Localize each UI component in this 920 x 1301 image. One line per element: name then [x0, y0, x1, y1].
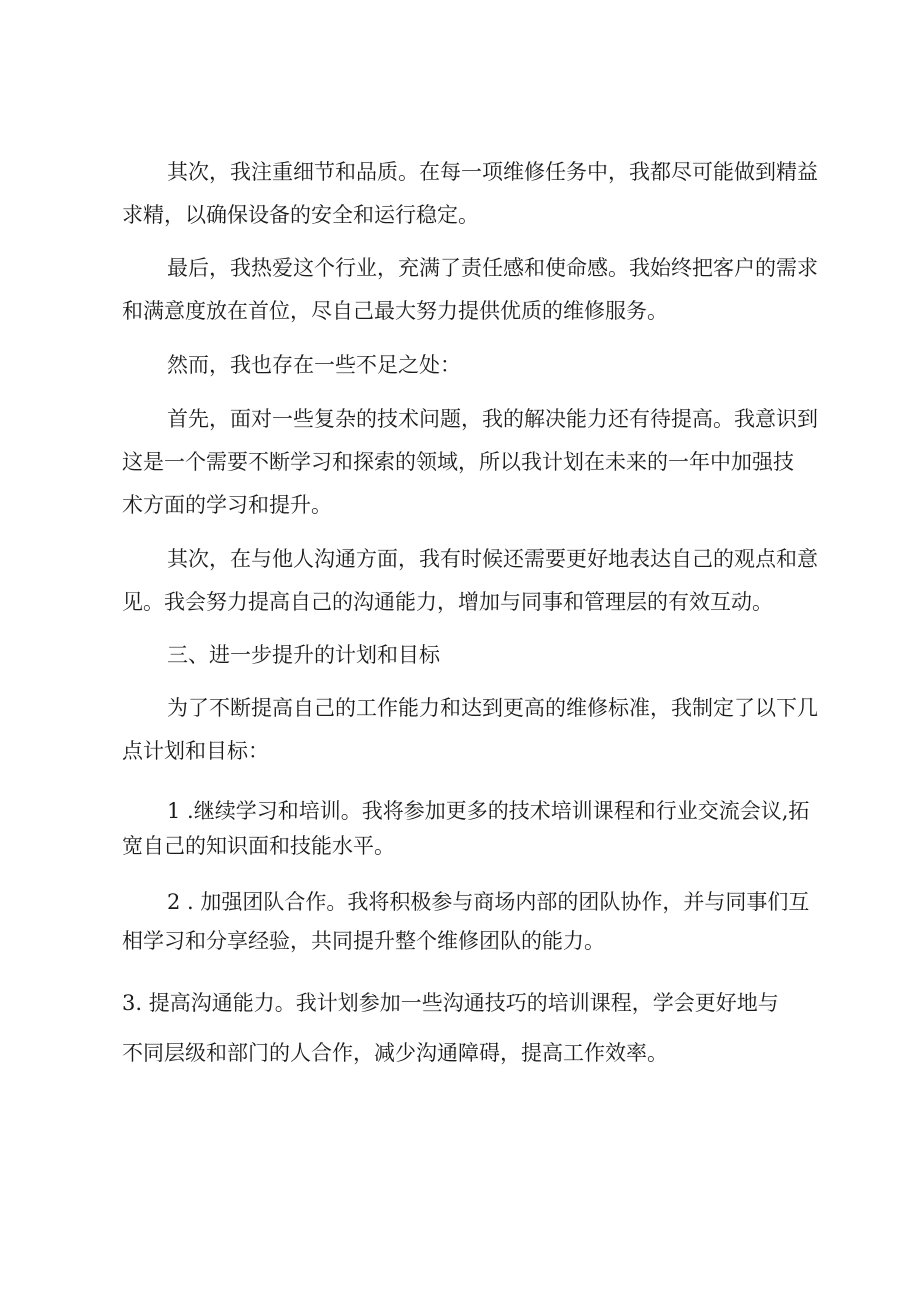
- list-item-3-line-2: 不同层级和部门的人合作，减少沟通障碍，提高工作效率。: [122, 1041, 668, 1065]
- paragraph-3-line-1: 然而，我也存在一些不足之处：: [167, 353, 461, 377]
- paragraph-5-line-1: 其次，在与他人沟通方面，我有时候还需要更好地表达自己的观点和意: [167, 547, 818, 571]
- paragraph-1-line-2: 求精，以确保设备的安全和运行稳定。: [122, 203, 479, 227]
- paragraph-1-line-1: 其次，我注重细节和品质。在每一项维修任务中，我都尽可能做到精益: [167, 160, 818, 184]
- paragraph-4-line-3: 术方面的学习和提升。: [122, 493, 332, 517]
- list-item-3-line-1: 3. 提高沟通能力。我计划参加一些沟通技巧的培训课程，学会更好地与: [122, 991, 779, 1015]
- section-heading: 三、进一步提升的计划和目标: [167, 643, 440, 667]
- list-item-2-line-2: 相学习和分享经验，共同提升整个维修团队的能力。: [122, 929, 605, 953]
- paragraph-4-line-1: 首先，面对一些复杂的技术问题，我的解决能力还有待提高。我意识到: [167, 407, 818, 431]
- paragraph-4-line-2: 这是一个需要不断学习和探索的领域，所以我计划在未来的一年中加强技: [122, 450, 794, 474]
- paragraph-7-line-2: 点计划和目标：: [122, 739, 269, 763]
- list-item-1-line-1: 1 .继续学习和培训。我将参加更多的技术培训课程和行业交流会议,拓: [167, 799, 810, 823]
- list-item-1-line-2: 宽自己的知识面和技能水平。: [122, 834, 395, 858]
- list-item-2-line-1: 2 . 加强团队合作。我将积极参与商场内部的团队协作，并与同事们互: [167, 890, 810, 914]
- paragraph-7-line-1: 为了不断提高自己的工作能力和达到更高的维修标准，我制定了以下几: [167, 696, 818, 720]
- paragraph-2-line-2: 和满意度放在首位，尽自己最大努力提供优质的维修服务。: [122, 299, 668, 323]
- paragraph-2-line-1: 最后，我热爱这个行业，充满了责任感和使命感。我始终把客户的需求: [167, 256, 818, 280]
- paragraph-5-line-2: 见。我会努力提高自己的沟通能力，增加与同事和管理层的有效互动。: [122, 590, 773, 614]
